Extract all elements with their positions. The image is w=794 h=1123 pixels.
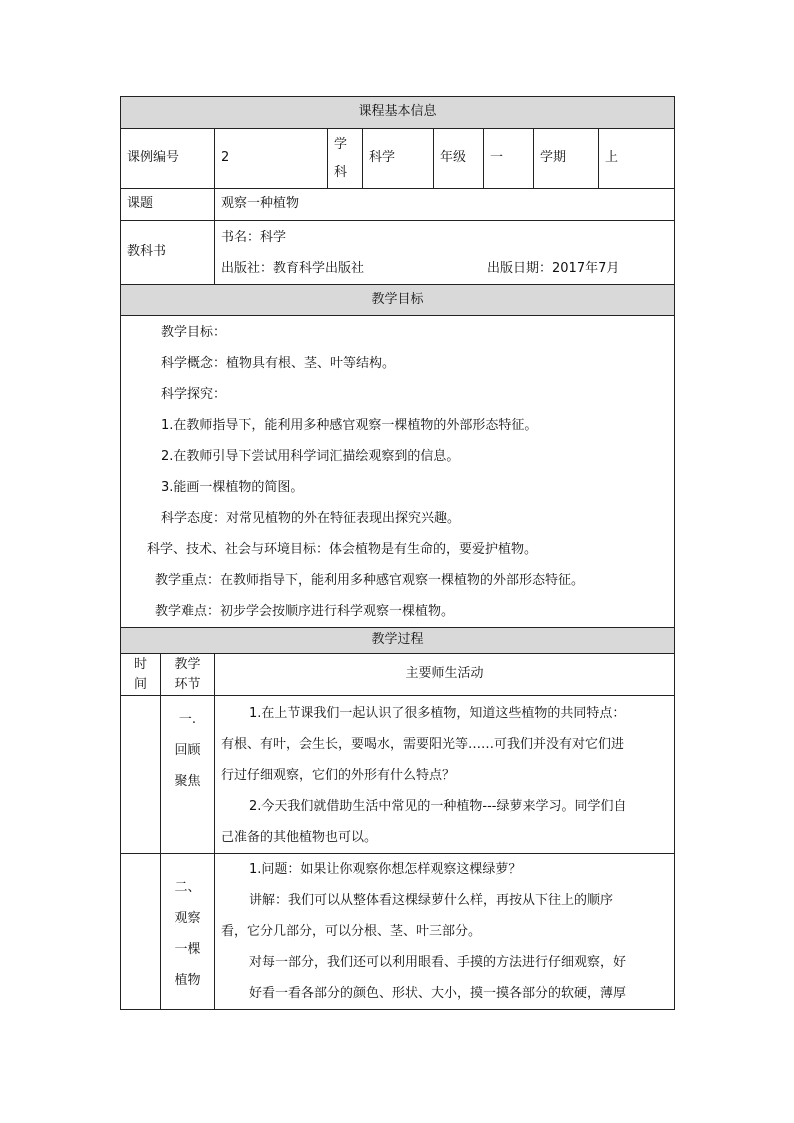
objective-line: 2.在教师引导下尝试用科学词汇描绘观察到的信息。 (161, 449, 460, 464)
publisher-row (221, 253, 668, 284)
stage2-name-line: 植物 (174, 973, 201, 988)
objective-line: 教学难点：初步学会按顺序进行科学观察一棵植物。 (155, 604, 455, 619)
col-stage-line2: 环节 (174, 676, 201, 692)
stage1-name-line: 一. (178, 712, 197, 727)
stage1-name (161, 696, 215, 854)
process-header: 教学过程 (121, 628, 675, 654)
stage1-time (121, 696, 161, 854)
lesson-plan-table (120, 96, 675, 1010)
objective-line: 3.能画一棵植物的简图。 (161, 480, 304, 495)
stage1-name-line: 聚焦 (174, 774, 201, 789)
objective-line: 教学重点：在教师指导下，能利用多种感官观察一棵植物的外部形态特征。 (155, 573, 585, 588)
objective-line: 1.在教师指导下，能利用多种感官观察一棵植物的外部形态特征。 (161, 418, 538, 433)
term-value: 上 (599, 129, 675, 189)
col-stage-line1: 教学 (174, 656, 201, 672)
objectives-header: 教学目标 (121, 285, 675, 316)
stage2-name-line: 二、 (174, 880, 201, 895)
subject-label-line2: 科 (334, 164, 348, 180)
activity-line: 看，它分几部分，可以分根、茎、叶三部分。 (221, 924, 482, 939)
stage1-name-line: 回顾 (174, 743, 201, 758)
stage2-name-line: 一棵 (174, 942, 201, 957)
objective-line: 科学、技术、社会与环境目标：体会植物是有生命的，要爱护植物。 (147, 542, 538, 557)
activity-line: 讲解：我们可以从整体看这棵绿萝什么样，再按从下往上的顺序 (249, 893, 614, 908)
case-no-label: 课例编号 (121, 129, 215, 189)
col-time-line2: 间 (133, 676, 147, 692)
objectives-body (121, 316, 675, 628)
subject-label (328, 129, 363, 189)
subject-value: 科学 (363, 129, 434, 189)
activity-line: 行过仔细观察，它们的外形有什么特点？ (221, 768, 456, 783)
term-label: 学期 (534, 129, 599, 189)
basic-info-header: 课程基本信息 (121, 97, 675, 129)
textbook-label: 教科书 (121, 221, 215, 285)
activity-line: 己准备的其他植物也可以。 (221, 830, 378, 845)
topic-value: 观察一种植物 (215, 189, 675, 221)
publication-date: 出版日期：2017年7月 (487, 260, 620, 276)
textbook-info (215, 221, 675, 285)
activity-line: 1.在上节课我们一起认识了很多植物，知道这些植物的共同特点： (249, 706, 626, 721)
col-stage-header (161, 654, 215, 696)
book-name: 书名：科学 (221, 229, 287, 245)
topic-label: 课题 (121, 189, 215, 221)
objective-line: 教学目标： (161, 325, 227, 340)
stage1-activity (215, 696, 675, 854)
subject-label-line1: 学 (334, 136, 348, 152)
activity-line: 对每一部分，我们还可以利用眼看、手摸的方法进行仔细观察，好 (249, 955, 627, 970)
activity-line: 2.今天我们就借助生活中常见的一种植物---绿萝来学习。同学们自 (249, 799, 627, 814)
col-time-header (121, 654, 161, 696)
stage2-activity (215, 854, 675, 1010)
stage2-name (161, 854, 215, 1010)
grade-value: 一 (484, 129, 534, 189)
activity-line: 有根、有叶，会生长，要喝水，需要阳光等……可我们并没有对它们进 (221, 737, 625, 752)
col-time-line1: 时 (133, 656, 147, 672)
stage2-name-line: 观察 (174, 911, 201, 926)
objective-line: 科学态度：对常见植物的外在特征表现出探究兴趣。 (161, 511, 461, 526)
stage2-time (121, 854, 161, 1010)
case-no-value: 2 (215, 129, 328, 189)
activity-line: 好看一看各部分的颜色、形状、大小，摸一摸各部分的软硬，薄厚 (249, 986, 627, 1001)
objective-line: 科学概念：植物具有根、茎、叶等结构。 (161, 356, 396, 371)
publisher: 出版社：教育科学出版社 (221, 260, 365, 276)
objective-line: 科学探究： (161, 387, 227, 402)
col-activity-header: 主要师生活动 (215, 654, 675, 696)
activity-line: 1.问题：如果让你观察你想怎样观察这棵绿萝？ (249, 862, 522, 877)
grade-label: 年级 (434, 129, 484, 189)
